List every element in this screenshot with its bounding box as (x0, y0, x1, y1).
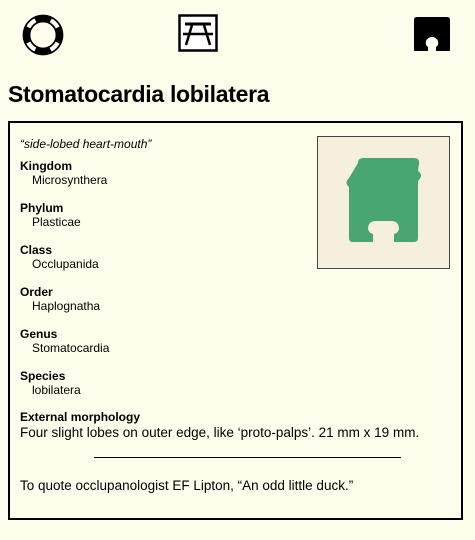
field-value: Occlupanida (32, 257, 99, 271)
field-label: Species (20, 369, 66, 383)
phylum-field (20, 201, 81, 229)
external-morphology (20, 410, 450, 441)
kingdom-field (20, 159, 107, 187)
morphology-text: Four slight lobes on outer edge, like ‘proto-palps’. 21 mm x 19 mm. (20, 425, 420, 440)
species-card (8, 121, 463, 520)
field-label: Class (20, 243, 53, 257)
field-value: Stomatocardia (32, 341, 110, 355)
specimen-photo (317, 136, 450, 269)
top-navigation (0, 0, 475, 72)
field-label: Kingdom (20, 159, 72, 173)
field-value: Haplognatha (32, 299, 101, 313)
picnic-table-icon[interactable] (178, 14, 218, 52)
lifebuoy-icon[interactable] (22, 14, 64, 56)
divider (94, 457, 401, 458)
page-title: Stomatocardia lobilatera (8, 81, 270, 107)
species-field (20, 369, 81, 397)
genus-field (20, 327, 109, 355)
field-label: Phylum (20, 201, 64, 215)
field-label: Genus (20, 327, 58, 341)
quote-text: To quote occlupanologist EF Lipton, “An odd little duck.” (20, 478, 354, 493)
class-field (20, 243, 99, 271)
bread-clip-icon[interactable] (411, 14, 453, 54)
morphology-label: External morphology (20, 410, 141, 424)
field-label: Order (20, 285, 53, 299)
field-value: Plasticae (32, 215, 81, 229)
common-meaning: “side-lobed heart-mouth” (20, 137, 152, 151)
field-value: Microsynthera (32, 173, 108, 187)
order-field (20, 285, 100, 313)
field-value: lobilatera (32, 383, 81, 397)
